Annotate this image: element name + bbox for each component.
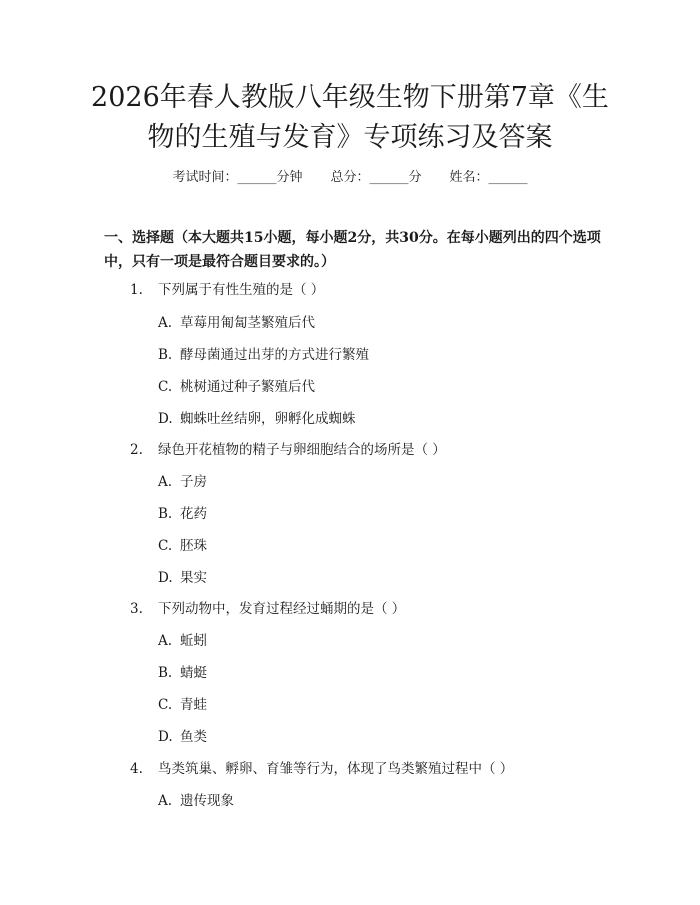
option-letter: A. — [158, 633, 173, 649]
total-score-field: 总分：______分 — [330, 170, 422, 185]
option-letter: C. — [158, 538, 173, 554]
option-item — [158, 536, 207, 556]
option-text: 果实 — [180, 570, 207, 586]
option-item — [158, 631, 207, 651]
option-letter: B. — [158, 665, 173, 681]
question-number: 1. — [130, 282, 143, 298]
option-item — [158, 409, 356, 429]
title-line-1: 2026年春人教版八年级生物下册第7章《生 — [91, 82, 609, 113]
question-item — [130, 280, 324, 300]
option-item — [158, 504, 207, 524]
question-item — [130, 440, 446, 460]
option-text: 桃树通过种子繁殖后代 — [180, 379, 315, 395]
document-title — [60, 78, 640, 158]
option-letter: B. — [158, 506, 173, 522]
option-text: 蜘蛛吐丝结卵，卵孵化成蜘蛛 — [180, 411, 356, 427]
question-text: 绿色开花植物的精子与卵细胞结合的场所是（ ） — [158, 442, 446, 458]
exam-info — [0, 168, 700, 188]
exam-time-field: 考试时间：______分钟 — [172, 170, 303, 185]
option-item — [158, 695, 207, 715]
option-text: 草莓用匍匐茎繁殖后代 — [180, 315, 315, 331]
option-letter: B. — [158, 347, 173, 363]
question-item — [130, 599, 405, 619]
question-text: 下列属于有性生殖的是（ ） — [158, 282, 325, 298]
option-letter: C. — [158, 697, 173, 713]
option-text: 子房 — [180, 474, 207, 490]
option-letter: A. — [158, 793, 173, 809]
option-letter: D. — [158, 570, 173, 586]
option-text: 蜻蜓 — [180, 665, 207, 681]
option-item — [158, 568, 207, 588]
question-text: 下列动物中，发育过程经过蛹期的是（ ） — [158, 601, 406, 617]
option-letter: C. — [158, 379, 173, 395]
student-name-field: 姓名：______ — [449, 170, 528, 185]
option-item — [158, 345, 369, 365]
question-number: 4. — [130, 761, 143, 777]
option-item — [158, 791, 234, 811]
option-text: 花药 — [180, 506, 207, 522]
option-text: 酵母菌通过出芽的方式进行繁殖 — [180, 347, 369, 363]
section-header: 一、选择题（本大题共15小题，每小题2分，共30分。在每小题列出的四个选项中，只有一项是最符合题目要求的。） — [104, 230, 601, 270]
option-text: 鱼类 — [180, 729, 207, 745]
question-number: 2. — [130, 442, 143, 458]
question-number: 3. — [130, 601, 143, 617]
option-letter: A. — [158, 315, 173, 331]
option-text: 胚珠 — [180, 538, 207, 554]
question-item — [130, 759, 513, 779]
option-item — [158, 313, 315, 333]
option-letter: D. — [158, 411, 173, 427]
option-item — [158, 663, 207, 683]
option-item — [158, 472, 207, 492]
option-letter: D. — [158, 729, 173, 745]
option-text: 蚯蚓 — [180, 633, 207, 649]
option-text: 遗传现象 — [180, 793, 234, 809]
option-item — [158, 727, 207, 747]
option-item — [158, 377, 315, 397]
title-line-2: 物的生殖与发育》专项练习及答案 — [147, 122, 553, 153]
option-letter: A. — [158, 474, 173, 490]
question-text: 鸟类筑巢、孵卵、育雏等行为，体现了鸟类繁殖过程中（ ） — [158, 761, 514, 777]
option-text: 青蛙 — [180, 697, 207, 713]
